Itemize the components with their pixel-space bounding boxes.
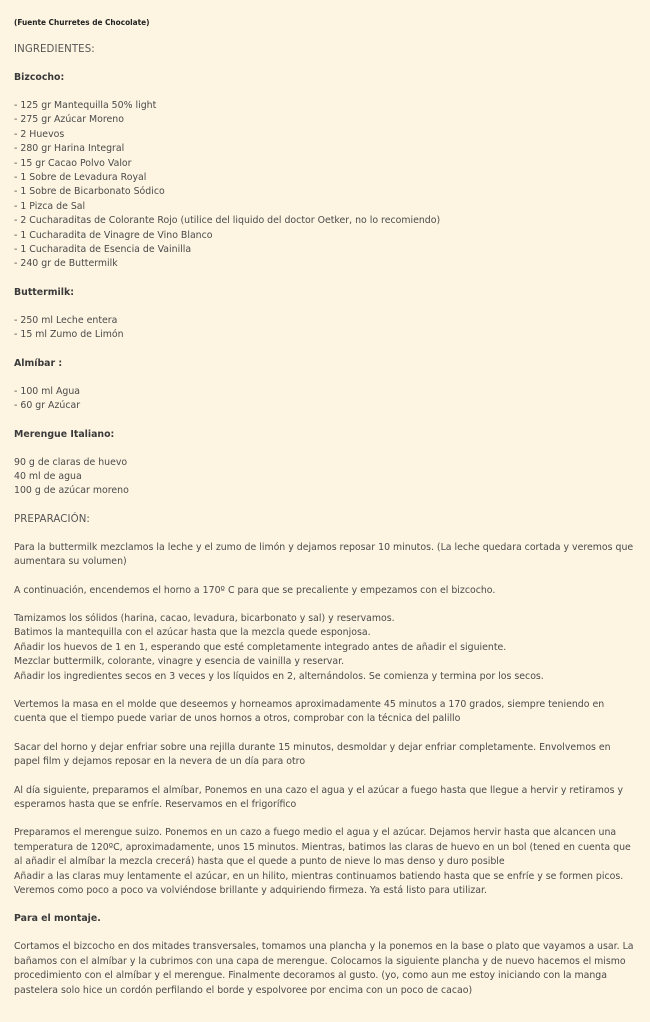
list-item: - 125 gr Mantequilla 50% light: [14, 100, 157, 111]
list-item: - 15 gr Cacao Polvo Valor: [14, 157, 132, 169]
list-item: - 2 Huevos: [14, 128, 65, 140]
buttermilk-ingredient-list: [14, 314, 636, 343]
step-buttermilk: Para la buttermilk mezclamos la leche y el zumo de limón y dejamos reposar 10 minutos. (La leche quedara cortada y veremos que aumentara su volumen): [14, 541, 634, 568]
step-line: Batimos la mantequilla con el azúcar hasta que la mezcla quede esponjosa.: [14, 627, 371, 639]
list-item: - 1 Sobre de Bicarbonato Sódico: [14, 186, 165, 198]
step-line: Mezclar buttermilk, colorante, vinagre y esencia de vainilla y reservar.: [14, 656, 345, 668]
list-item: - 240 gr de Buttermilk: [14, 258, 118, 270]
list-item: - 1 Pizca de Sal: [14, 200, 86, 212]
recipe-source: (Fuente Churretes de Chocolate): [14, 17, 150, 27]
preparation-heading: PREPARACIÓN:: [14, 513, 90, 525]
list-item: - 2 Cucharaditas de Colorante Rojo (utilice del liquido del doctor Oetker, no lo recomiendo): [14, 215, 441, 227]
merengue-ingredient-list: [14, 456, 636, 499]
bizcocho-heading: Bizcocho:: [14, 72, 65, 83]
step-preheat-oven: A continuación, encendemos el horno a 170º C para que se precaliente y empezamos con el bizcocho.: [14, 584, 496, 596]
step-cool: Sacar del horno y dejar enfriar sobre una rejilla durante 15 minutos, desmoldar y dejar enfriar completamente. Envolvemos en papel film y dejamos reposar en la nevera de un día para otro: [14, 741, 611, 768]
bizcocho-ingredient-list: [14, 99, 636, 272]
list-item: - 1 Cucharadita de Esencia de Vainilla: [14, 244, 192, 256]
buttermilk-heading: Buttermilk:: [14, 286, 74, 298]
step-line: Añadir los ingredientes secos en 3 veces y los líquidos en 2, alternándolos. Se comienza y termina por los secos.: [14, 670, 544, 682]
list-item: - 15 ml Zumo de Limón: [14, 329, 124, 341]
step-line: Tamizamos los sólidos (harina, cacao, levadura, bicarbonato y sal) y reservamos.: [14, 612, 395, 624]
step-bake: Vertemos la masa en el molde que deseemos y horneamos aproximadamente 45 minutos a 170 grados, siempre teniendo en cuenta que el tiempo puede variar de unos hornos a otros, comprobar con la técnica del palillo: [14, 698, 605, 725]
step-meringue: [14, 826, 636, 898]
list-item: 100 g de azúcar moreno: [14, 485, 129, 497]
list-item: - 1 Sobre de Levadura Royal: [14, 172, 147, 184]
list-item: 90 g de claras de huevo: [14, 456, 128, 468]
ingredients-heading: INGREDIENTES:: [14, 44, 95, 55]
list-item: - 280 gr Harina Integral: [14, 143, 125, 155]
list-item: - 1 Cucharadita de Vinagre de Vino Blanco: [14, 229, 213, 241]
step-line: Preparamos el merengue suizo. Ponemos en un cazo a fuego medio el agua y el azúcar. Dejamos hervir hasta que alcancen una temperatura de 120ºC, aproximadamente, unos 15 minutos. Mientras, batimos las claras de huevo en un bol (tened en cuenta que al añadir el almíbar la mezcla crecerá) hasta que el quede a punto de nieve lo mas denso y duro posible: [14, 827, 631, 868]
list-item: - 60 gr Azúcar: [14, 400, 81, 412]
step-line: Añadir a las claras muy lentamente el azúcar, en un hilito, mientras continuamos batiendo hasta que se enfríe y se formen picos. Veremos como poco a poco va volviéndose brillante y adquiriendo firmeza. Ya está listo para utilizar.: [14, 870, 624, 897]
list-item: - 250 ml Leche entera: [14, 314, 118, 326]
list-item: - 275 gr Azúcar Moreno: [14, 114, 124, 126]
step-syrup: Al día siguiente, preparamos el almíbar, Ponemos en una cazo el agua y el azúcar a fuego hasta que llegue a hervir y retiramos y esperamos hasta que se enfríe. Reservamos en el frigorífico: [14, 784, 624, 810]
list-item: 40 ml de agua: [14, 470, 82, 482]
step-line: Añadir los huevos de 1 en 1, esperando que esté completamente integrado antes de añadir el siguiente.: [14, 641, 507, 653]
list-item: - 100 ml Agua: [14, 385, 81, 397]
assembly-heading: Para el montaje.: [14, 913, 101, 925]
merengue-heading: Merengue Italiano:: [14, 428, 115, 440]
step-batter-mixing: [14, 612, 636, 684]
almibar-heading: Almíbar :: [14, 357, 63, 369]
step-assembly: Cortamos el bizcocho en dos mitades transversales, tomamos una plancha y la ponemos en la base o plato que vayamos a usar. La bañamos con el almíbar y la cubrimos con una capa de merengue. Colocamos la siguiente plancha y de nuevo hacemos el mismo procedimiento con el almíbar y el merengue. Finalmente decoramos al gusto. (yo, como aun me estoy iniciando con la manga pastelera solo hice un cordón perfilando el borde y espolvoree por encima con un poco de cacao): [14, 941, 634, 996]
almibar-ingredient-list: [14, 385, 636, 414]
